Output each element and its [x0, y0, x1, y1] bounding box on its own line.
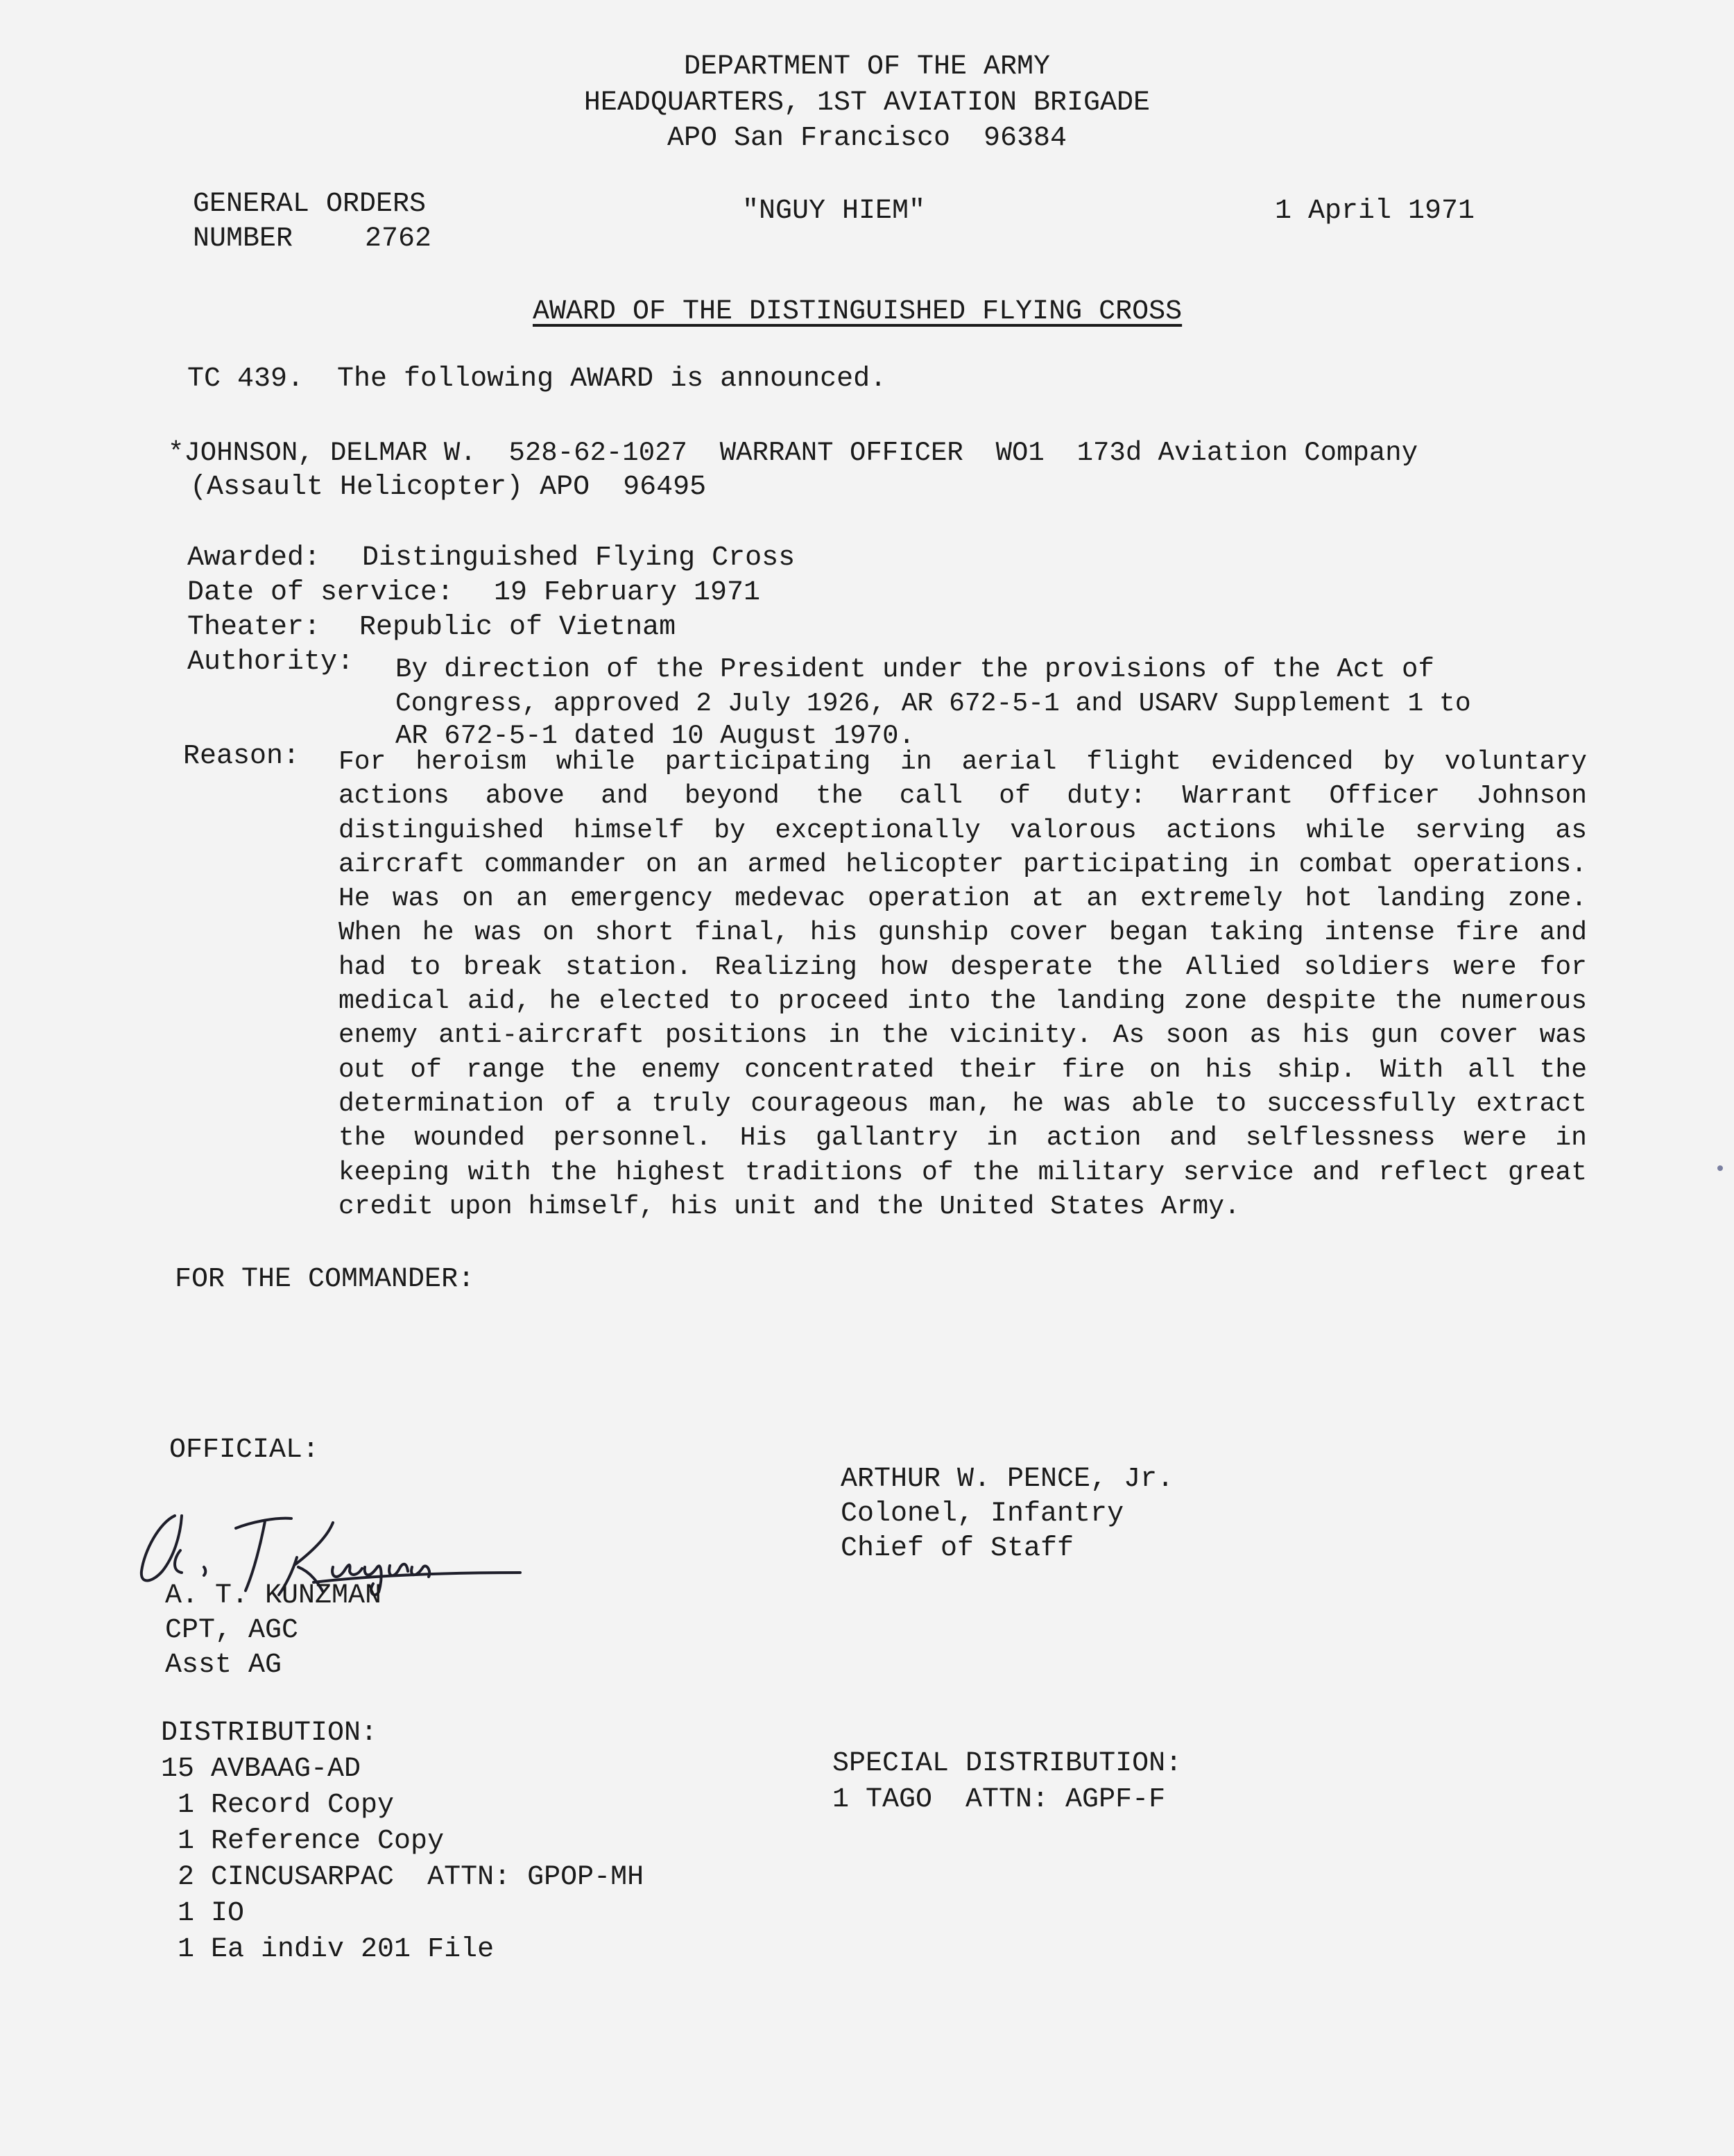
distribution-item: 1 IO	[161, 1898, 245, 1929]
special-distribution-item: 1 TAGO ATTN: AGPF-F	[832, 1784, 1166, 1815]
document-title: AWARD OF THE DISTINGUISHED FLYING CROSS	[533, 296, 1183, 327]
motto: "NGUY HIEM"	[742, 196, 926, 227]
awarded-value: Distinguished Flying Cross	[362, 542, 796, 574]
reason-label: Reason:	[183, 741, 300, 772]
general-orders-label: GENERAL ORDERS	[193, 189, 427, 220]
announcement: TC 439. The following AWARD is announced.	[187, 363, 887, 395]
reason-text: For heroism while participating in aerial flight evidenced by voluntary actions above and beyond the call of duty: Warrant Officer Johnson distinguished himself by exceptionally valorous actions while serving as aircraft commander on an armed helicopter participating in combat operations. He was on an emergency medevac operation at an extremely hot landing zone. When he was on short final, his gunship cover began taking intense fire and had to break station. Realizing how desperate the Allied soldiers were for medical aid, he elected to proceed into the landing zone despite the numerous enemy anti-aircraft positions in the vicinity. As soon as his gun cover was out of range the enemy concentrated their fire on his ship. With all the determination of a truly courageous man, he was able to successfully extract the wounded personnel. His gallantry in action and selflessness were in keeping with the highest traditions of the military service and reflect great credit upon himself, his unit and the United States Army.	[338, 747, 1587, 1222]
date-of-service-value: 19 February 1971	[494, 577, 761, 608]
commander-name: ARTHUR W. PENCE, Jr.	[841, 1464, 1174, 1495]
authority-line-3: AR 672-5-1 dated 10 August 1970.	[395, 721, 915, 751]
official-title: Asst AG	[165, 1650, 282, 1681]
date-of-service-label: Date of service:	[187, 577, 454, 608]
order-date: 1 April 1971	[1275, 196, 1475, 227]
official-name: A. T. KUNZMAN	[165, 1580, 382, 1611]
official-label: OFFICIAL:	[169, 1435, 320, 1466]
for-the-commander-label: FOR THE COMMANDER:	[175, 1264, 475, 1295]
header-department: DEPARTMENT OF THE ARMY	[683, 51, 1051, 83]
authority-label: Authority:	[187, 647, 354, 678]
theater-value: Republic of Vietnam	[359, 612, 676, 643]
distribution-item: 1 Record Copy	[161, 1790, 395, 1821]
distribution-item: 15 AVBAAG-AD	[161, 1754, 361, 1785]
distribution-label: DISTRIBUTION:	[161, 1718, 378, 1749]
recipient-line-1: *JOHNSON, DELMAR W. 528-62-1027 WARRANT OFFICER WO1 173d Aviation Company	[168, 438, 1418, 468]
official-rank: CPT, AGC	[165, 1615, 299, 1646]
commander-rank: Colonel, Infantry	[841, 1498, 1124, 1530]
authority-line-1: By direction of the President under the provisions of the Act of	[395, 654, 1434, 685]
authority-line-2: Congress, approved 2 July 1926, AR 672-5-1 and USARV Supplement 1 to	[395, 689, 1471, 719]
distribution-item: 1 Ea indiv 201 File	[161, 1934, 495, 1965]
page-mark	[1717, 1165, 1723, 1171]
header-apo: APO San Francisco 96384	[667, 123, 1067, 154]
header-headquarters: HEADQUARTERS, 1ST AVIATION BRIGADE	[583, 87, 1151, 119]
order-number: 2762	[365, 223, 432, 255]
special-distribution-label: SPECIAL DISTRIBUTION:	[832, 1748, 1183, 1779]
distribution-item: 2 CINCUSARPAC ATTN: GPOP-MH	[161, 1862, 644, 1893]
commander-title: Chief of Staff	[841, 1533, 1074, 1564]
recipient-line-2: (Assault Helicopter) APO 96495	[190, 472, 707, 503]
theater-label: Theater:	[187, 612, 321, 643]
awarded-label: Awarded:	[187, 542, 321, 574]
distribution-item: 1 Reference Copy	[161, 1826, 445, 1857]
number-label: NUMBER	[193, 223, 293, 255]
